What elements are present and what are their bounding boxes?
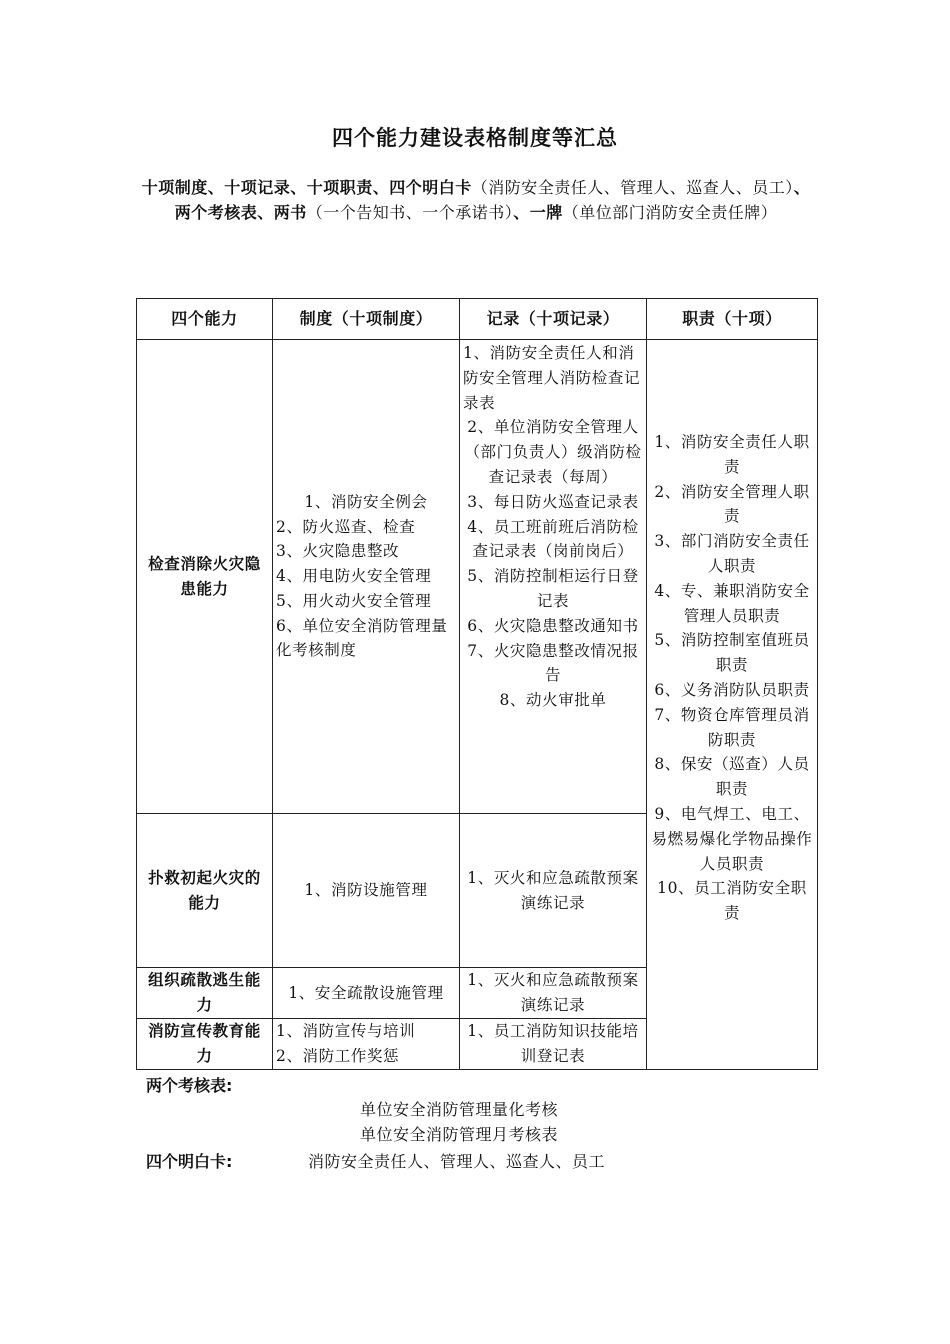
duty-item: 6、义务消防队员职责 [654,680,810,699]
intro-bold-2: 、两个考核表、两书 [174,178,811,222]
system-item: 1、消防安全例会 [304,492,428,511]
record-item: 5、消防控制柜运行日登记表 [467,567,639,610]
record-item: 4、员工班前班后消防检查记录表（岗前岗后） [467,517,639,561]
header-duties: 职责（十项） [647,299,818,340]
system-item: 6、单位安全消防管理量化考核制度 [276,616,448,660]
system-item: 1、消防宣传与培训 [276,1022,416,1040]
systems-cell [273,968,460,1019]
records-cell [460,1019,647,1070]
intro-bold-3: 、一牌 [513,203,563,222]
header-systems: 制度（十项制度） [273,299,460,340]
intro-bold-1: 十项制度、十项记录、十项职责、四个明白卡 [141,178,472,197]
record-item: 1、灭火和应急疏散预案演练记录 [467,971,639,1014]
cards-label: 四个明白卡: [146,1152,233,1171]
ability-label: 扑救初起火灾的能力 [148,868,261,912]
duty-item: 9、电气焊工、电工、易燃易爆化学物品操作人员职责 [651,804,813,873]
systems-cell [273,340,460,814]
duty-item: 2、消防安全管理人职责 [654,482,810,526]
duty-item: 4、专、兼职消防安全管理人员职责 [654,581,810,625]
ability-label: 消防宣传教育能力 [148,1022,261,1065]
system-item: 2、防火巡查、检查 [276,517,416,536]
intro-paren-2: （一个告知书、一个承诺书） [306,203,514,222]
record-item: 3、每日防火巡查记录表 [467,492,639,511]
records-cell [460,340,647,814]
system-item: 1、消防设施管理 [304,881,428,900]
assessment-item: 单位安全消防管理量化考核 [360,1100,559,1119]
systems-cell [273,1019,460,1070]
record-item: 2、单位消防安全管理人（部门负责人）级消防检查记录表（每周） [464,418,642,486]
duty-item: 8、保安（巡查）人员职责 [654,755,810,799]
header-ability: 四个能力 [137,299,273,340]
assessment-label: 两个考核表: [146,1076,233,1095]
record-item: 7、火灾隐患整改情况报告 [467,641,639,685]
system-item: 5、用火动火安全管理 [276,591,432,610]
system-item: 4、用电防火安全管理 [276,567,432,586]
page-title: 四个能力建设表格制度等汇总 [332,126,618,150]
ability-cell [137,1019,273,1070]
table-row [137,340,818,814]
duty-item: 1、消防安全责任人职责 [654,433,810,476]
duty-item: 3、部门消防安全责任人职责 [654,532,810,575]
capability-table [136,298,818,1070]
duties-cell [647,340,818,1070]
assessment-item: 单位安全消防管理月考核表 [360,1125,559,1144]
system-item: 1、安全疏散设施管理 [288,983,444,1002]
ability-cell [137,968,273,1019]
intro-paragraph [140,175,812,225]
intro-paren-1: （消防安全责任人、管理人、巡查人、员工） [471,178,794,197]
cards-text: 消防安全责任人、管理人、巡查人、员工 [308,1152,606,1171]
ability-cell [137,340,273,814]
intro-paren-3: （单位部门消防安全责任牌） [562,203,778,222]
ability-cell [137,814,273,968]
systems-cell [273,814,460,968]
ability-label: 组织疏散逃生能力 [148,971,261,1014]
ability-label: 检查消除火灾隐患能力 [148,554,261,598]
record-item: 6、火灾隐患整改通知书 [467,616,639,635]
header-records: 记录（十项记录） [460,299,647,340]
duty-item: 5、消防控制室值班员职责 [654,631,810,675]
system-item: 2、消防工作奖惩 [276,1046,400,1065]
record-item: 1、灭火和应急疏散预案演练记录 [467,868,639,912]
record-item: 1、员工消防知识技能培训登记表 [467,1022,639,1065]
duty-item: 7、物资仓库管理员消防职责 [654,705,810,749]
records-cell [460,968,647,1019]
record-item: 1、消防安全责任人和消防安全管理人消防检查记录表 [463,344,641,412]
record-item: 8、动火审批单 [499,691,607,710]
system-item: 3、火灾隐患整改 [276,542,400,561]
table-header-row [137,299,818,340]
records-cell [460,814,647,968]
duty-item: 10、员工消防安全职责 [657,879,807,923]
